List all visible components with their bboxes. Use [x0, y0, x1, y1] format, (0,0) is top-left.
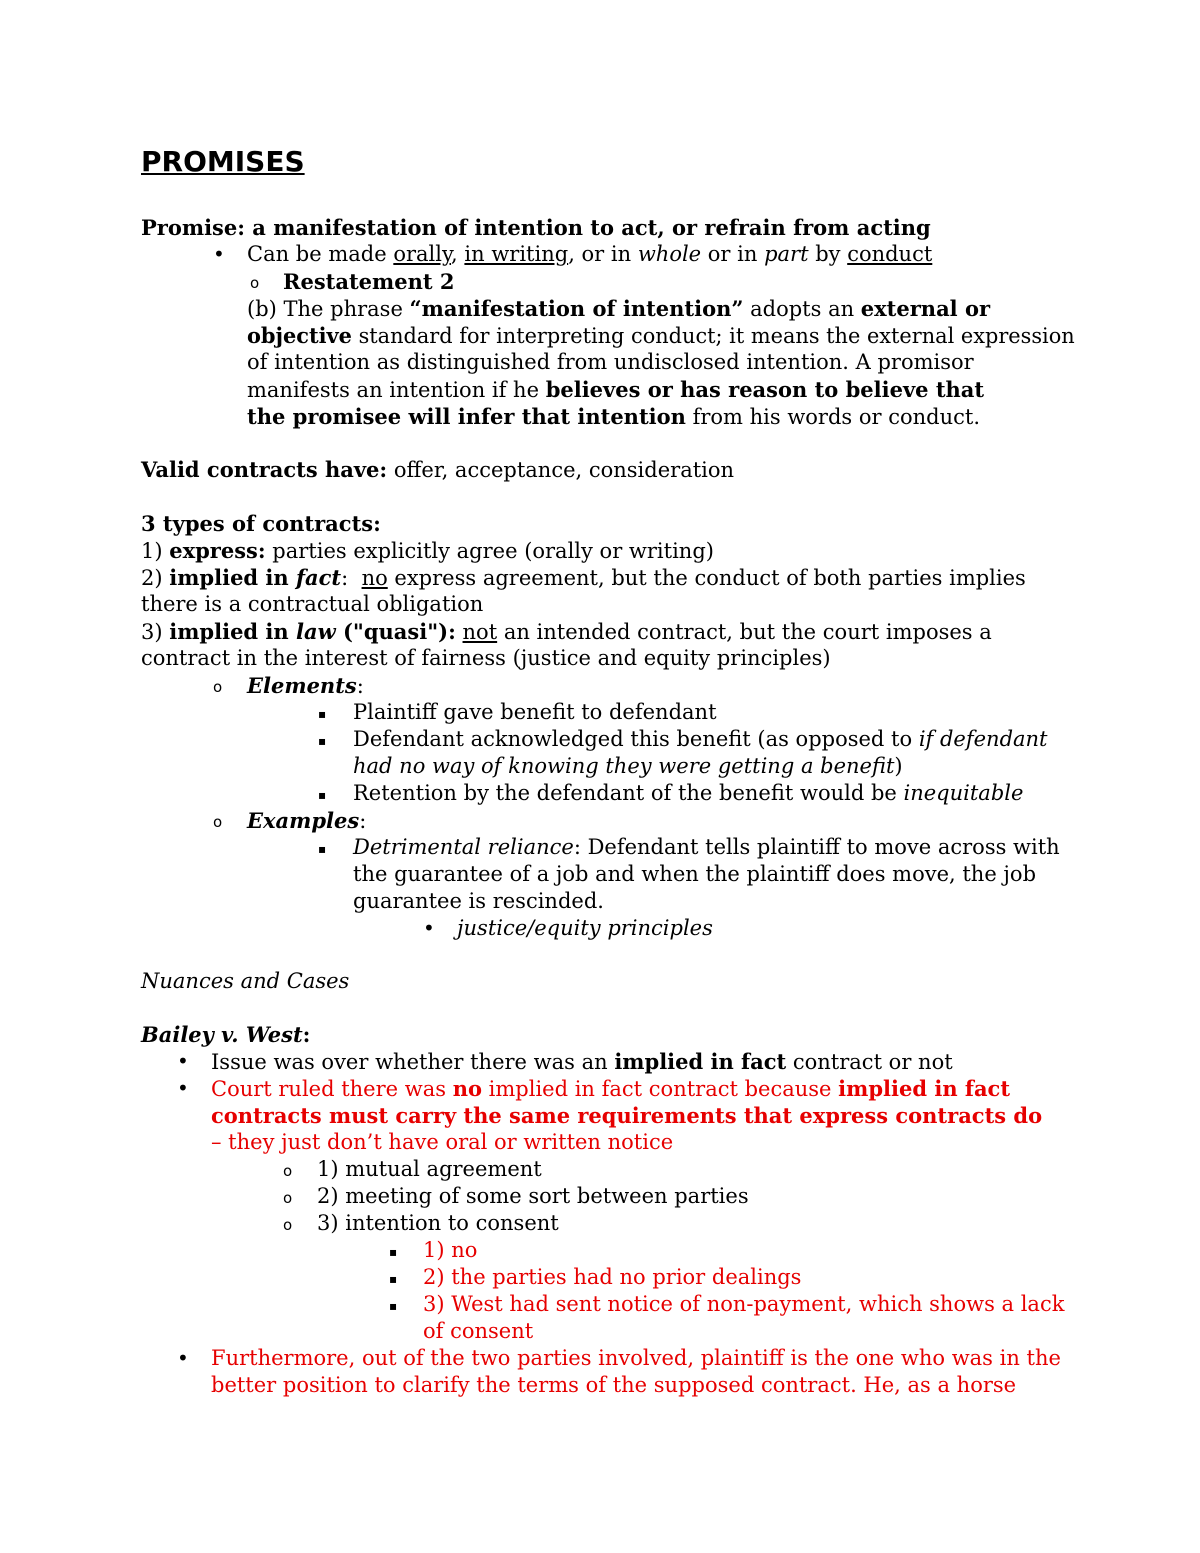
type-express: 1) express: parties explicitly agree (orally or writing) — [141, 538, 714, 563]
square-bullet-icon: ▪ — [318, 842, 327, 856]
list-item: Can be made orally, in writing, or in whole or in part by conduct — [247, 242, 933, 266]
list-item: 1) mutual agreement — [317, 1157, 542, 1181]
square-bullet-icon: ▪ — [318, 788, 327, 802]
list-item: justice/equity principles — [457, 916, 713, 940]
square-bullet-icon: ▪ — [318, 707, 327, 721]
type-implied-fact-cont: there is a contractual obligation — [141, 592, 484, 616]
type-implied-fact: 2) implied in fact: no express agreement, but the conduct of both parties implies — [141, 565, 1026, 590]
bullet-icon: • — [177, 1346, 189, 1370]
circle-bullet-icon: o — [213, 813, 223, 831]
list-item: 3) intention to consent — [317, 1211, 559, 1235]
list-item-cont: the guarantee of a job and when the plaintiff does move, the job — [353, 862, 1037, 886]
list-item: Furthermore, out of the two parties involved, plaintiff is the one who was in the — [211, 1346, 1061, 1370]
quote-line: objective standard for interpreting conduct; it means the external expression — [247, 323, 1075, 348]
page-title: PROMISES — [141, 145, 305, 178]
quote-line: (b) The phrase “manifestation of intention” adopts an external or — [247, 296, 991, 321]
type-implied-law-cont: contract in the interest of fairness (justice and equity principles) — [141, 646, 831, 670]
list-item-cont: better position to clarify the terms of the supposed contract. He, as a horse — [211, 1373, 1017, 1397]
square-bullet-icon: ▪ — [389, 1272, 398, 1286]
bullet-icon: • — [213, 242, 225, 266]
list-item: Issue was over whether there was an implied in fact contract or not — [211, 1049, 953, 1074]
case-heading: Bailey v. West: — [141, 1022, 311, 1047]
elements-label: Elements: — [247, 673, 364, 698]
list-item: 2) the parties had no prior dealings — [423, 1265, 802, 1289]
list-item-cont: of consent — [423, 1319, 534, 1343]
list-item: Detrimental reliance: Defendant tells plaintiff to move across with — [353, 835, 1060, 859]
list-item-cont: had no way of knowing they were getting a benefit) — [353, 754, 903, 778]
list-item: Restatement 2 — [283, 269, 455, 294]
circle-bullet-icon: o — [283, 1216, 293, 1234]
square-bullet-icon: ▪ — [389, 1245, 398, 1259]
list-item: 1) no — [423, 1238, 478, 1262]
square-bullet-icon: ▪ — [389, 1299, 398, 1313]
quote-line: the promisee will infer that intention from his words or conduct. — [247, 404, 980, 429]
list-item: Defendant acknowledged this benefit (as opposed to if defendant — [353, 727, 1048, 751]
bullet-icon: • — [177, 1076, 189, 1100]
promise-heading: Promise: a manifestation of intention to act, or refrain from acting — [141, 215, 931, 240]
bullet-icon: • — [423, 916, 435, 940]
circle-bullet-icon: o — [283, 1162, 293, 1180]
list-item-cont: guarantee is rescinded. — [353, 889, 604, 913]
examples-label: Examples: — [247, 808, 367, 833]
circle-bullet-icon: o — [283, 1189, 293, 1207]
list-item: Retention by the defendant of the benefit would be inequitable — [353, 781, 1024, 805]
quote-line: manifests an intention if he believes or has reason to believe that — [247, 377, 985, 402]
square-bullet-icon: ▪ — [318, 734, 327, 748]
type-implied-law: 3) implied in law ("quasi"): not an intended contract, but the court imposes a — [141, 619, 992, 644]
circle-bullet-icon: o — [213, 678, 223, 696]
circle-bullet-icon: o — [250, 274, 260, 292]
list-item: 2) meeting of some sort between parties — [317, 1184, 749, 1208]
valid-contracts-line: Valid contracts have: offer, acceptance, consideration — [141, 457, 735, 482]
list-item-cont: – they just don’t have oral or written notice — [211, 1130, 674, 1154]
quote-line: of intention as distinguished from undisclosed intention. A promisor — [247, 350, 974, 374]
list-item: 3) West had sent notice of non-payment, which shows a lack — [423, 1292, 1065, 1316]
list-item: Plaintiff gave benefit to defendant — [353, 700, 717, 724]
section-heading: Nuances and Cases — [141, 969, 350, 993]
list-item-cont: contracts must carry the same requirements that express contracts do — [211, 1103, 1043, 1128]
list-item: Court ruled there was no implied in fact contract because implied in fact — [211, 1076, 1011, 1101]
types-heading: 3 types of contracts: — [141, 511, 381, 536]
bullet-icon: • — [177, 1049, 189, 1073]
